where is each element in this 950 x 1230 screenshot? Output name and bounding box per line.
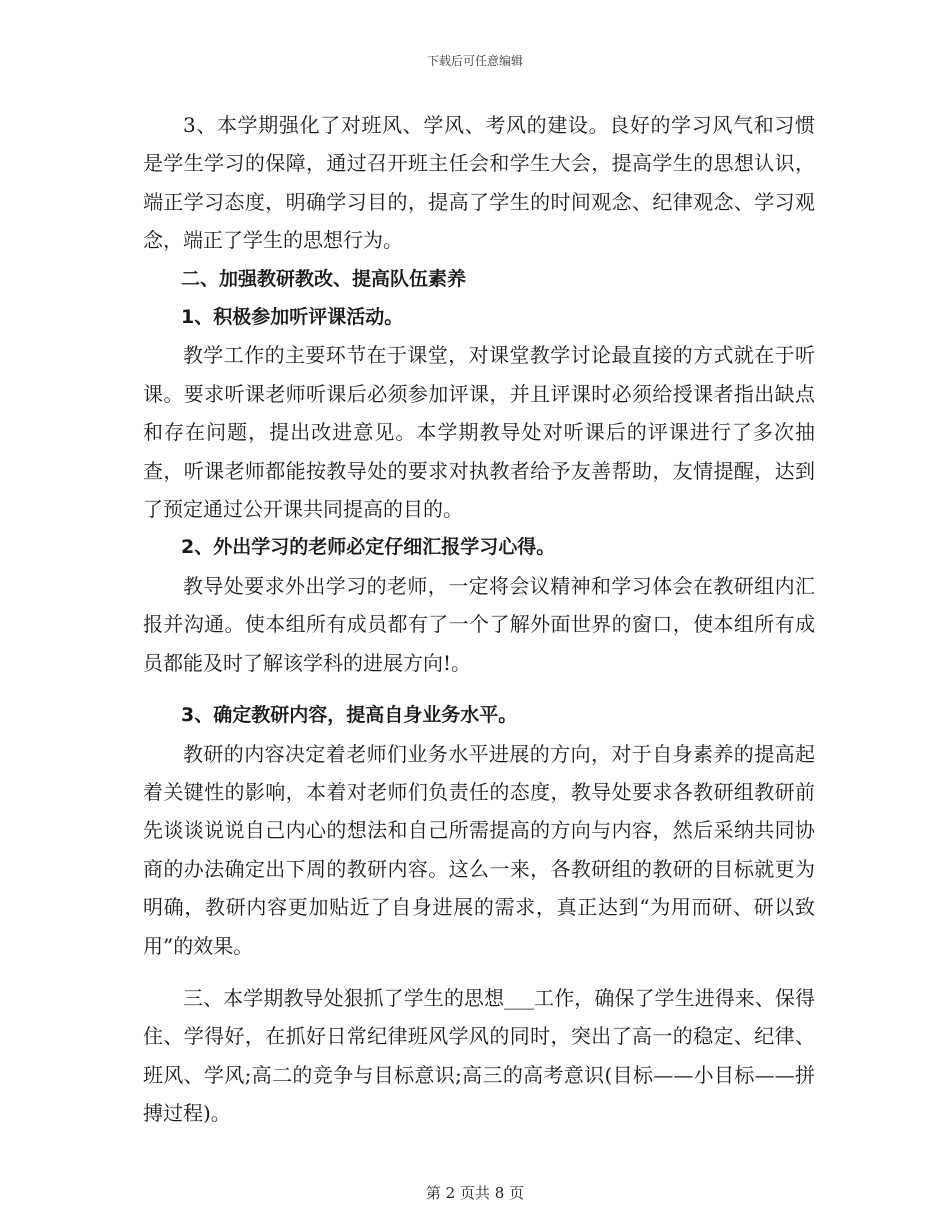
paragraph-student-thought: 三、本学期教导处狠抓了学生的思想___工作，确保了学生进得来、保得住、学得好，在抓好日常纪律班风学风的同时，突出了高一的稳定、纪律、班风、学风;高二的竞争与目标意识;高三的高考意识(目标——小目标——拼搏过程)。 [143,985,815,1126]
spacer [143,965,815,979]
document-body [143,106,815,1133]
subheading-research-content: 3、确定教研内容，提高自身业务水平。 [181,704,518,727]
spacer [143,682,815,696]
paragraph-lesson-evaluation: 教学工作的主要环节在于课堂，对课堂教学讨论最直接的方式就在于听课。要求听课老师听课后必须参加评课，并且评课时必须给授课者指出缺点和存在问题，提出改进意见。本学期教导处对听课后的评课进行了多次抽查，听课老师都能按教导处的要求对执教者给予友善帮助，友情提醒，达到了预定通过公开课共同提高的目的。 [143,343,815,522]
page-header: 下载后可任意编辑 [426,54,523,68]
page-footer: 第 2 页共 8 页 [425,1184,525,1202]
paragraph-research-content: 教研的内容决定着老师们业务水平进展的方向，对于自身素养的提高起着关键性的影响，本着对老师们负责任的态度，教导处要求各教研组教研前先谈谈说说自己内心的想法和自己所需提高的方向与内容，然后采纳共同协商的办法确定出下周的教研内容。这么一来，各教研组的教研的目标就更为明确，教研内容更加贴近了自身进展的需求，真正达到“为用而研、研以致用”的效果。 [143,741,815,958]
subheading-lesson-evaluation: 1、积极参加听评课活动。 [181,306,404,329]
paragraph-discipline: 3、本学期强化了对班风、学风、考风的建设。良好的学习风气和习惯是学生学习的保障，通过召开班主任会和学生大会，提高学生的思想认识，端正学习态度，明确学习目的，提高了学生的时间观念、纪律观念、学习观念，端正了学生的思想行为。 [143,113,815,253]
subheading-external-study: 2、外出学习的老师必定仔细汇报学习心得。 [181,536,556,559]
paragraph-external-study: 教导处要求外出学习的老师，一定将会议精神和学习体会在教研组内汇报并沟通。使本组所有成员都有了一个了解外面世界的窗口，使本组所有成员都能及时了解该学科的进展方向!。 [143,573,815,675]
section-heading-research: 二、加强教研教改、提高队伍素养 [181,267,467,290]
